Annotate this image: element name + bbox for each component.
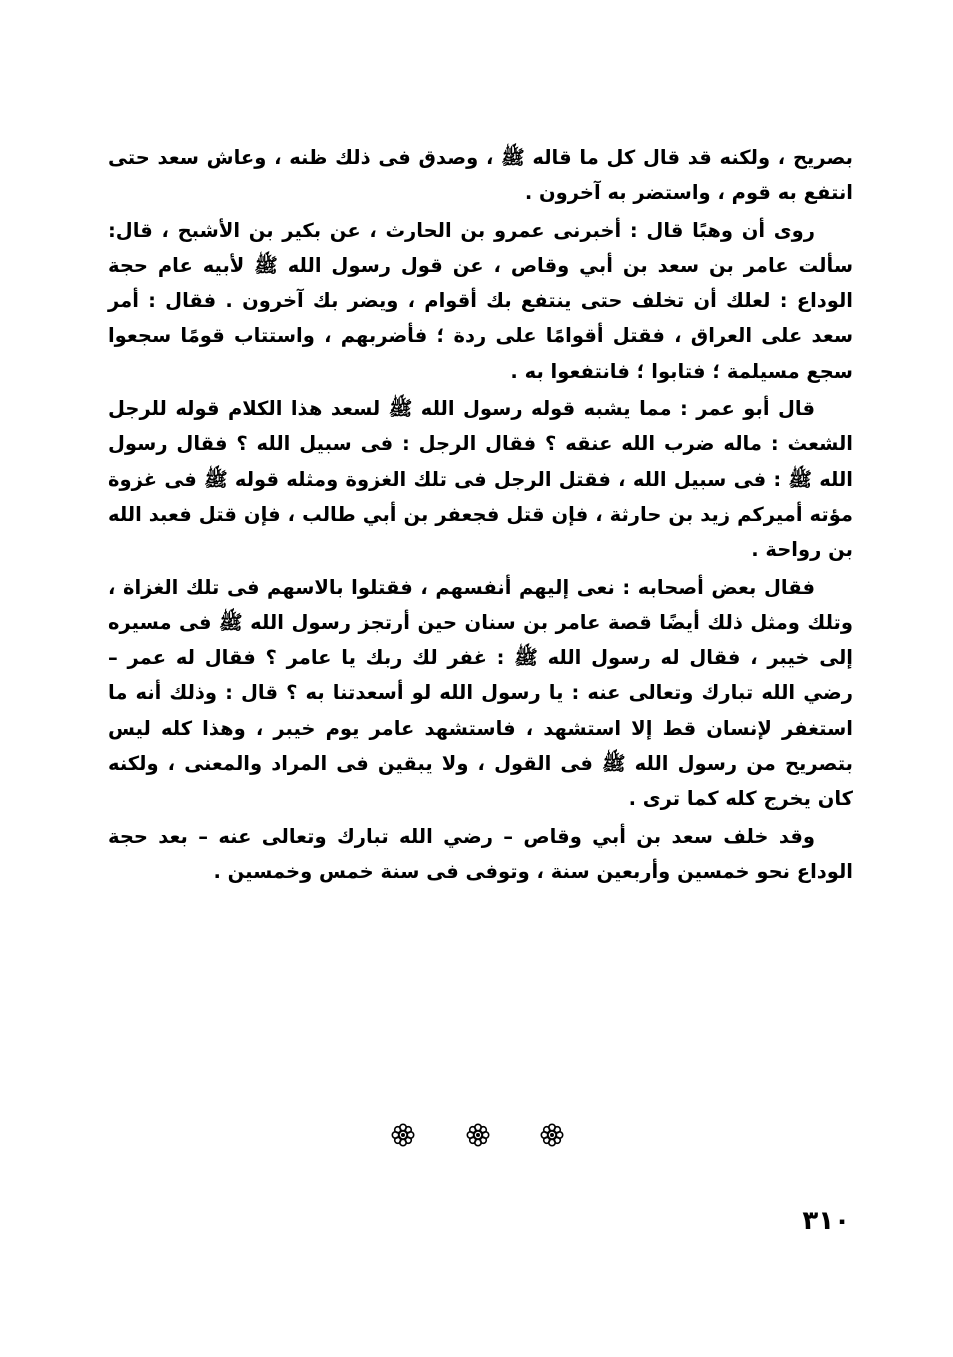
paragraph-1: بصريح ، ولكنه قد قال كل ما قاله ﷺ ، وصدق فى ذلك ظنه ، وعاش سعد حتى انتفع به قوم ، واستضر به آخرون .	[108, 146, 853, 205]
paragraph-5: وقد خلف سعد بن أبي وقاص – رضي الله تبارك وتعالى عنه – بعد حجة الوداع نحو خمسين وأربعين سنة ، وتوفى فى سنة خمس وخمسين .	[108, 824, 853, 883]
floral-ornament-icon	[465, 1122, 491, 1148]
floral-ornament-icon	[390, 1122, 416, 1148]
paragraph-2: روى أن وهبًا قال : أخبرنى عمرو بن الحارث ، عن بكير بن الأشبح ، قال: سألت عامر بن سعد بن أبي وقاص ، عن قول رسول الله ﷺ لأبيه عام حجة الوداع : لعلك أن تخلف حتى ينتفع بك أقوام ، ويضر بك آخرون . فقال : أمر سعد على العراق ، فقتل أقوامًا على ردة ؛ فأضربهم ، واستتاب قومًا سجعوا سجع مسيلمة ؛ فتابوا ؛ فانتفعوا به .	[108, 218, 853, 383]
paragraph-3: قال أبو عمر : مما يشبه قوله رسول الله ﷺ لسعد هذا الكلام قوله للرجل الشعث : ماله ضرب الله عنقه ؟ فقال الرجل : فى سبيل الله ؟ فقال رسول الله ﷺ : فى سبيل الله ، فقتل الرجل فى تلك الغزوة ومثله قوله ﷺ فى غزوة مؤته أميركم زيد بن حارثة ، فإن قتل فجعفر بن أبي طالب ، فإن قتل فعبد الله بن رواحة .	[108, 397, 853, 562]
paragraph-4: فقال بعض أصحابه : نعى إليهم أنفسهم ، فقتلوا بالاسهم فى تلك الغزاة ، وتلك ومثل ذلك أيضًا قصة عامر بن سنان حين أرتجز رسول الله ﷺ فى مسيره إلى خيبر ، فقال له رسول الله ﷺ : غفر لك ربك يا عامر ؟ فقال له عمر – رضي الله تبارك وتعالى عنه : يا رسول الله لو أسعدتنا به ؟ قال : وذلك أنه ما استغفر لإنسان قط إلا استشهد ، فاستشهد عامر يوم خيبر ، وهذا كله ليس بتصريح من رسول الله ﷺ فى القول ، ولا يبقين فى المراد والمعنى ، ولكنه كان يخرج كله كما ترى .	[108, 575, 853, 811]
section-divider	[390, 1120, 565, 1150]
floral-ornament-icon	[539, 1122, 565, 1148]
page-body	[108, 140, 853, 891]
page-number: ٣١٠	[802, 1206, 850, 1236]
